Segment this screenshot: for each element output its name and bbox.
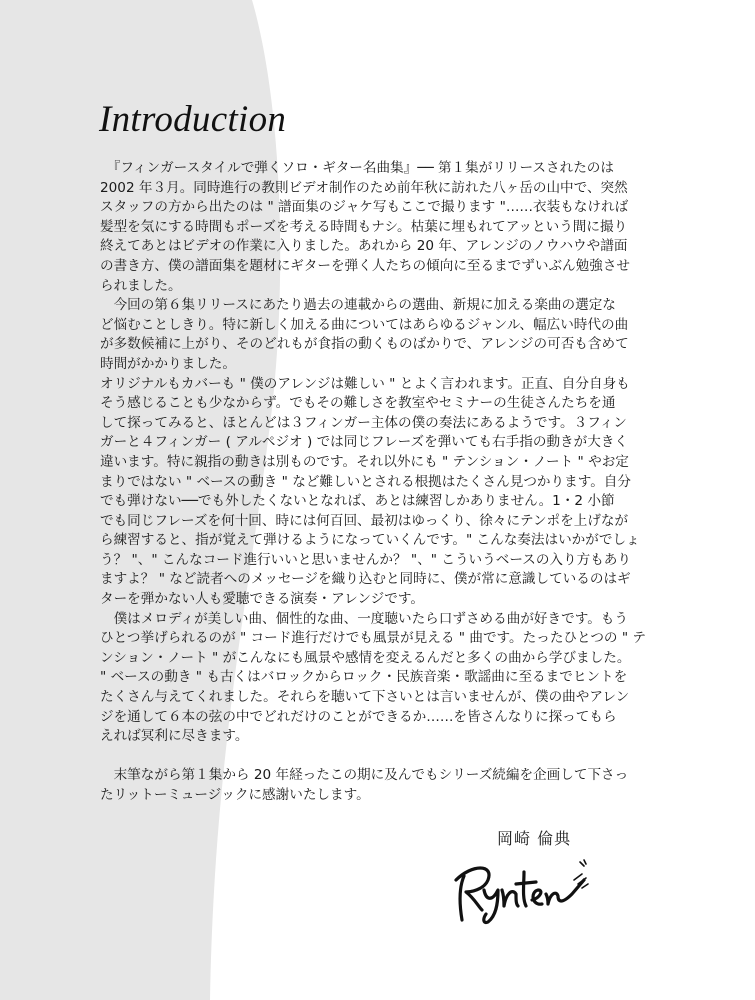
text-line: ますよ？ " など読者へのメッセージを織り込むと同時に、僕が常に意識しているのはギ (100, 571, 631, 588)
text-line: ひとつ挙げられるのが " コード進行だけでも風景が見える " 曲です。たったひとつの " テ (100, 630, 647, 647)
text-line: 僕はメロディが美しい曲、個性的な曲、一度聴いたら口ずさめる曲が好きです。もう (100, 610, 628, 627)
author-name: 岡崎 倫典 (497, 829, 572, 848)
text-line: 違います。特に親指の動きは別ものです。それ以外にも " テンション・ノート " やお定 (100, 453, 629, 470)
text-line: 今回の第６集リリースにあたり過去の連載からの選曲、新規に加える楽曲の選定な (100, 297, 616, 314)
text-line: でも弾けない──でも外したくないとなれば、あとは練習しかありません。1・2 小節 (100, 493, 615, 510)
text-line: ガーと４フィンガー ( アルペジオ ) では同じフレーズを弾いても右手指の動きが大きく (100, 434, 629, 451)
signature-y (484, 890, 498, 923)
paragraph-gap (100, 747, 576, 767)
text-line: 時間がかかりました。 (100, 355, 236, 372)
text-line: 終えてあとはビデオの作業に入りました。あれから 20 年、アレンジのノウハウや譜面 (100, 238, 628, 255)
text-line: オリジナルもカバーも " 僕のアレンジは難しい " とよく言われます。正直、自分自身も (100, 375, 630, 392)
text-line: ンション・ノート " がこんなにも風景や感情を変えるんだと多くの曲から学びました。 (100, 649, 631, 666)
text-line: えれば冥利に尽きます。 (100, 728, 249, 745)
text-line: の書き方、僕の譜面集を題材にギターを弾く人たちの傾向に至るまでずいぶん勉強させ (100, 257, 631, 274)
text-line: 『フィンガースタイルで弾くソロ・ギター名曲集』── 第１集がリリースされたのは (100, 160, 614, 176)
text-line: られました。 (100, 277, 182, 294)
text-line: 髪型を気にする時間もポーズを考える時間もナシ。枯葉に埋もれてアッという間に撮り (100, 218, 628, 235)
signature-e (532, 890, 542, 904)
text-line: たリットーミュージックに感謝いたします。 (100, 787, 370, 803)
signature-n (502, 890, 518, 906)
text-line: まりではない " ベースの動き " など難しいとされる根拠はたくさん見つかります。自分 (100, 473, 631, 490)
text-line: う？ "、" こんなコード進行いいと思いませんか？ "、" こういうベースの入り方もあり (100, 551, 631, 568)
text-line: ターを弾かない人も愛聴できる演奏・アレンジです。 (100, 591, 424, 608)
text-line: でも同じフレーズを何十回、時には何百回、最初はゆっくり、徐々にテンポを上げなが (100, 512, 629, 529)
page-title: Introduction (99, 99, 287, 140)
text-line: そう感じることも少なからず。でもその難しさを教室やセミナーの生徒さんたちを通 (100, 395, 616, 412)
text-line: ジを通して６本の弦の中でどれだけのことができるか……を皆さんなりに探ってもら (100, 708, 617, 725)
signature-rynten-image (452, 850, 592, 925)
text-line: 末筆ながら第１集から 20 年経ったこの期に及んでもシリーズ続編を企画して下さっ (100, 767, 629, 784)
introduction-body (100, 159, 647, 806)
text-line: が多数候補に上がり、そのどれもが食指の動くものばかりで、アレンジの可否も含めて (100, 336, 629, 353)
text-line: " ベースの動き " も古くはバロックからロック・民族音楽・歌謡曲に至るまでヒントを (100, 669, 628, 686)
text-line: スタッフの方から出たのは " 譜面集のジャケ写もここで撮ります "……衣装もなければ (100, 199, 629, 216)
text-line: 2002 年３月。同時進行の教則ビデオ制作のため前年秋に訪れた八ヶ岳の山中で、突然 (100, 179, 628, 196)
text-line: たくさん与えてくれました。それらを聴いて下さいとは言いませんが、僕の曲やアレン (100, 689, 630, 706)
text-line: して探ってみると、ほとんどは３フィンガー主体の僕の奏法にあるようです。３フィン (100, 414, 627, 431)
text-line: ど悩むことしきり。特に新しく加える曲についてはあらゆるジャンル、幅広い時代の曲 (100, 316, 629, 333)
text-line: ら練習すると、指が覚えて弾けるようになっていくんです。" こんな奏法はいかがでしょ (100, 532, 640, 549)
